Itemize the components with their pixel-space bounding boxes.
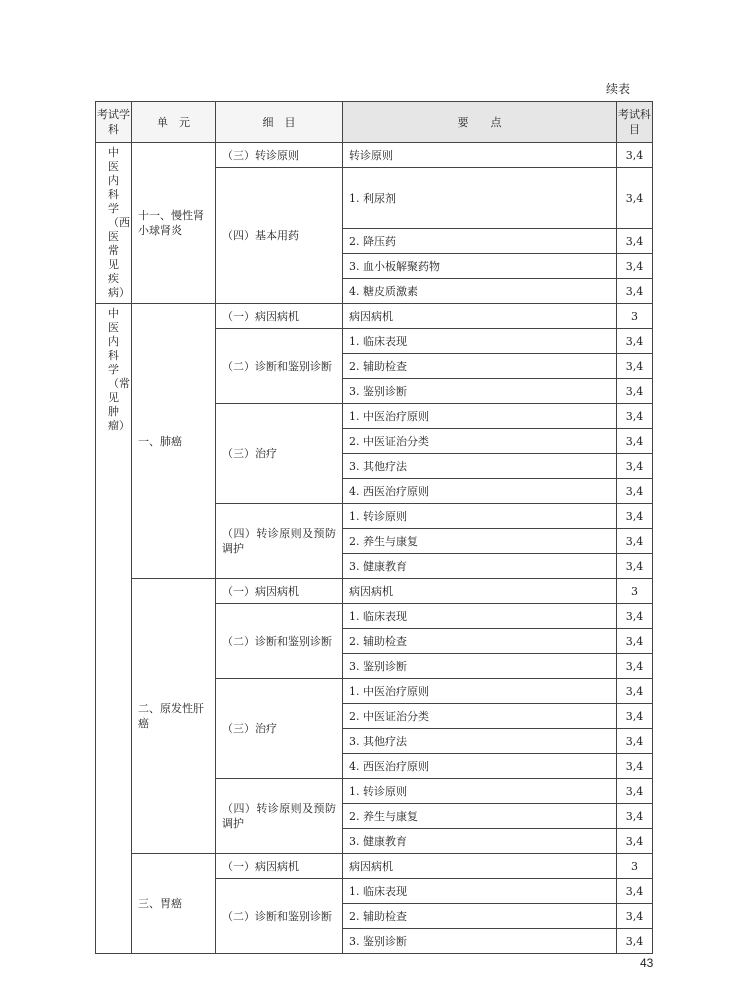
- point-cell: 2. 中医证治分类: [343, 704, 617, 729]
- point-cell: 2. 辅助检查: [343, 354, 617, 379]
- subject-label: 中医内科学（常见肿瘤）: [108, 307, 130, 432]
- point-cell: 4. 西医治疗原则: [343, 754, 617, 779]
- detail-label: （四）转诊原则及预防调护: [222, 802, 336, 830]
- header-exam: 考试科目: [617, 102, 653, 143]
- exam-cell: 3,4: [617, 454, 653, 479]
- exam-cell: 3,4: [617, 904, 653, 929]
- point-cell: 病因病机: [343, 304, 617, 329]
- point-cell: 3. 鉴别诊断: [343, 379, 617, 404]
- exam-cell: 3,4: [617, 504, 653, 529]
- exam-cell: 3,4: [617, 679, 653, 704]
- point-cell: 1. 利尿剂: [343, 168, 617, 229]
- exam-cell: 3,4: [617, 379, 653, 404]
- exam-cell: 3: [617, 579, 653, 604]
- detail-label: （一）病因病机: [222, 859, 299, 873]
- exam-cell: 3,4: [617, 254, 653, 279]
- unit-cell: 二、原发性肝癌: [132, 579, 216, 854]
- exam-cell: 3,4: [617, 279, 653, 304]
- detail-cell: [216, 679, 343, 779]
- exam-cell: 3,4: [617, 604, 653, 629]
- exam-cell: 3,4: [617, 929, 653, 954]
- exam-cell: 3: [617, 854, 653, 879]
- exam-cell: 3,4: [617, 804, 653, 829]
- point-cell: 转诊原则: [343, 143, 617, 168]
- point-cell: 1. 中医治疗原则: [343, 404, 617, 429]
- detail-cell: [216, 504, 343, 579]
- header-points: 要 点: [343, 102, 617, 143]
- point-cell: 1. 临床表现: [343, 604, 617, 629]
- subject-cell: [96, 304, 132, 954]
- subject-label: 中医内科学（西医常见疾病）: [108, 146, 130, 299]
- detail-label: （三）转诊原则: [222, 148, 299, 162]
- detail-label: （三）治疗: [222, 722, 277, 735]
- exam-cell: 3,4: [617, 404, 653, 429]
- table-row: [96, 579, 653, 604]
- point-cell: 3. 血小板解聚药物: [343, 254, 617, 279]
- point-cell: 病因病机: [343, 579, 617, 604]
- detail-cell: [216, 779, 343, 854]
- page-number: 43: [640, 956, 654, 970]
- exam-cell: 3: [617, 304, 653, 329]
- header-unit: 单 元: [132, 102, 216, 143]
- point-cell: 2. 辅助检查: [343, 904, 617, 929]
- detail-cell: [216, 143, 343, 168]
- exam-cell: 3,4: [617, 354, 653, 379]
- exam-cell: 3,4: [617, 529, 653, 554]
- table-row: [96, 304, 653, 329]
- point-cell: 2. 降压药: [343, 229, 617, 254]
- exam-cell: 3,4: [617, 754, 653, 779]
- point-cell: 1. 临床表现: [343, 879, 617, 904]
- continued-label: 续表: [606, 82, 631, 96]
- exam-cell: 3,4: [617, 704, 653, 729]
- table-row: [96, 854, 653, 879]
- syllabus-table: [95, 101, 653, 954]
- exam-cell: 3,4: [617, 654, 653, 679]
- exam-cell: 3,4: [617, 879, 653, 904]
- point-cell: 3. 鉴别诊断: [343, 929, 617, 954]
- detail-cell: [216, 854, 343, 879]
- unit-cell: 三、胃癌: [132, 854, 216, 954]
- detail-cell: [216, 579, 343, 604]
- exam-cell: 3,4: [617, 229, 653, 254]
- point-cell: 3. 其他疗法: [343, 454, 617, 479]
- point-cell: 2. 养生与康复: [343, 529, 617, 554]
- table-header-row: [96, 102, 653, 143]
- point-cell: 3. 健康教育: [343, 554, 617, 579]
- detail-label: （三）治疗: [222, 447, 277, 460]
- detail-label: （二）诊断和鉴别诊断: [222, 359, 332, 373]
- point-cell: 1. 临床表现: [343, 329, 617, 354]
- detail-label: （一）病因病机: [222, 584, 299, 598]
- exam-cell: 3,4: [617, 143, 653, 168]
- exam-cell: 3,4: [617, 329, 653, 354]
- detail-label: （一）病因病机: [222, 309, 299, 323]
- point-cell: 4. 糖皮质激素: [343, 279, 617, 304]
- detail-cell: [216, 604, 343, 679]
- table-body: [96, 143, 653, 954]
- exam-cell: 3,4: [617, 729, 653, 754]
- header-subject: 考试学科: [96, 102, 132, 143]
- exam-cell: 3,4: [617, 779, 653, 804]
- unit-cell: 一、肺癌: [132, 304, 216, 579]
- unit-cell: 十一、慢性肾小球肾炎: [132, 143, 216, 304]
- point-cell: 2. 辅助检查: [343, 629, 617, 654]
- exam-cell: 3,4: [617, 554, 653, 579]
- point-cell: 2. 养生与康复: [343, 804, 617, 829]
- detail-label: （四）基本用药: [222, 229, 299, 242]
- exam-cell: 3,4: [617, 168, 653, 229]
- exam-cell: 3,4: [617, 629, 653, 654]
- detail-cell: [216, 329, 343, 404]
- exam-cell: 3,4: [617, 479, 653, 504]
- point-cell: 4. 西医治疗原则: [343, 479, 617, 504]
- point-cell: 1. 转诊原则: [343, 504, 617, 529]
- exam-cell: 3,4: [617, 429, 653, 454]
- detail-cell: [216, 168, 343, 304]
- point-cell: 3. 鉴别诊断: [343, 654, 617, 679]
- detail-cell: [216, 404, 343, 504]
- point-cell: 3. 健康教育: [343, 829, 617, 854]
- point-cell: 1. 转诊原则: [343, 779, 617, 804]
- detail-label: （二）诊断和鉴别诊断: [222, 909, 332, 923]
- exam-cell: 3,4: [617, 829, 653, 854]
- point-cell: 1. 中医治疗原则: [343, 679, 617, 704]
- detail-cell: [216, 879, 343, 954]
- detail-label: （四）转诊原则及预防调护: [222, 527, 336, 555]
- point-cell: 2. 中医证治分类: [343, 429, 617, 454]
- table-row: [96, 143, 653, 168]
- subject-cell: [96, 143, 132, 304]
- point-cell: 3. 其他疗法: [343, 729, 617, 754]
- detail-cell: [216, 304, 343, 329]
- point-cell: 病因病机: [343, 854, 617, 879]
- header-detail: 细 目: [216, 102, 343, 143]
- detail-label: （二）诊断和鉴别诊断: [222, 634, 332, 648]
